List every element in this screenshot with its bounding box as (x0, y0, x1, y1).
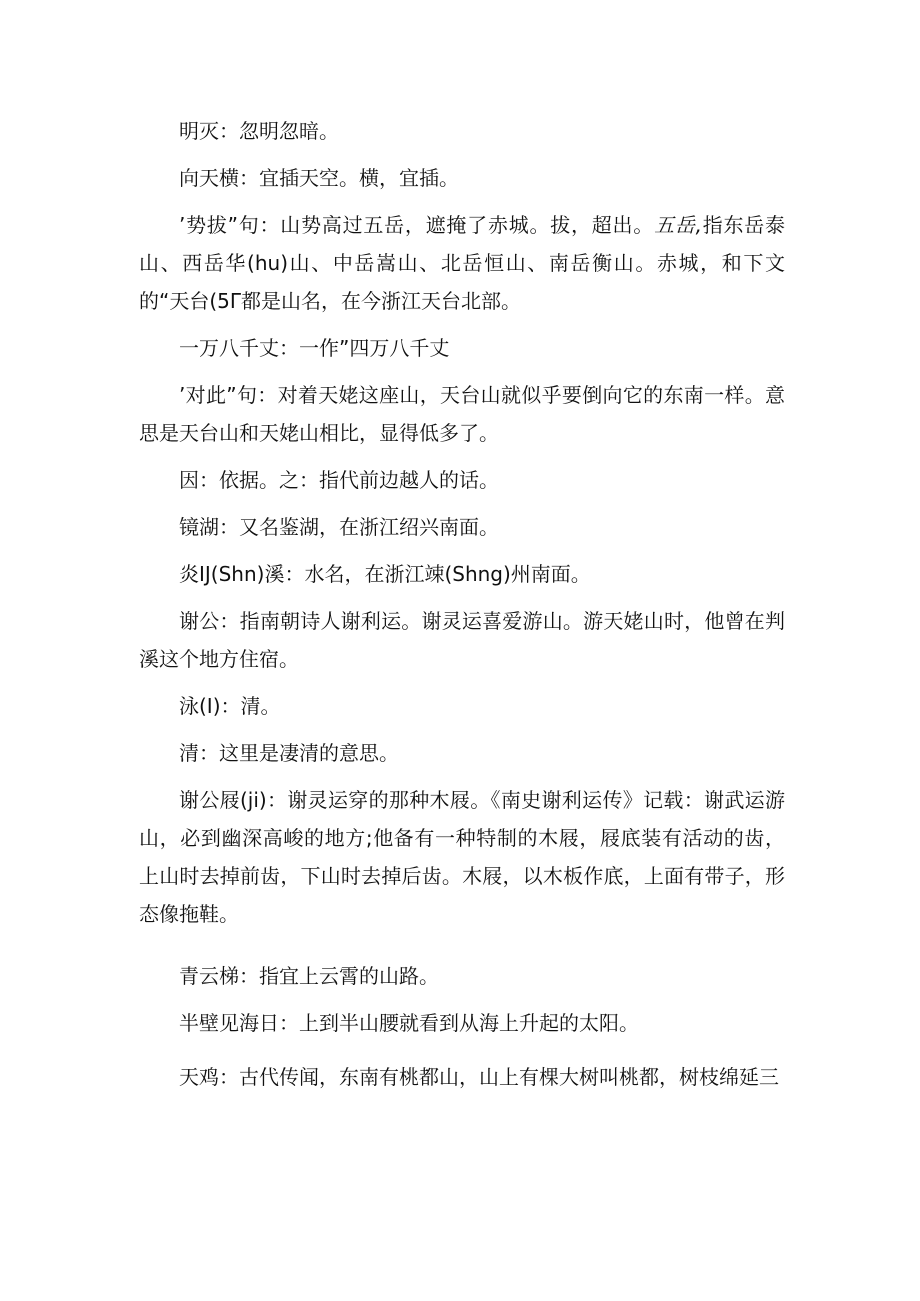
note-shiba-pre: ’势拔”句：山势高过五岳，遮掩了赤城。拔，超出。 (179, 213, 655, 237)
note-xiangtianheng: 向天横：宜插天空。横，宜插。 (179, 166, 459, 190)
spacer (139, 772, 785, 781)
spacer (139, 678, 785, 687)
spacer (139, 546, 785, 555)
note-yin: 因：依据。之：指代前边越人的话。 (179, 468, 499, 492)
spacer (139, 150, 785, 159)
note-jinghu: 镜湖：又名鉴湖，在浙江绍兴南面。 (179, 515, 499, 539)
note-shiba-em: 五岳, (654, 213, 702, 237)
note-qing: 清：这里是凄清的意思。 (179, 741, 399, 765)
note-yiwan: 一万八千丈：一作”四万八千丈 (179, 336, 450, 360)
spacer (139, 1042, 785, 1058)
spacer (139, 995, 785, 1004)
spacer (139, 725, 785, 734)
note-yong: 泳(I)：清。 (179, 694, 281, 718)
spacer (139, 593, 785, 602)
note-xiegongji: 谢公屐(ji)：谢灵运穿的那种木屐。《南史谢利运传》记载：谢武运游山，必到幽深高峻的地方;他备有一种特制的木屐，屐底装有活动的齿，上山时去掉前齿，下山时去掉后齿。木屐，以木板作底，上面有带子，形态像拖鞋。 (139, 788, 785, 926)
note-shiba-post: 指东岳泰山、西岳华(hu)山、中岳嵩山、北岳恒山、南岳衡山。赤城，和下文的“天台(5Γ都是山名，在今浙江天台北部。 (139, 213, 786, 313)
note-qingyunti: 青云梯：指宜上云霄的山路。 (179, 964, 439, 988)
spacer (139, 499, 785, 508)
note-duici: ’对此”句：对着天姥这座山，天台山就似乎要倒向它的东南一样。意思是天台山和天姥山相比，显得低多了。 (139, 383, 785, 445)
note-banbi: 半壁见海日：上到半山腰就看到从海上升起的太阳。 (179, 1011, 639, 1035)
spacer (139, 320, 785, 329)
spacer (139, 197, 785, 206)
note-tianji: 天鸡：古代传闻，东南有桃都山，山上有棵大树叫桃都，树枝绵延三 (179, 1065, 779, 1089)
spacer (139, 367, 785, 376)
note-minglie: 明灭：忽明忽暗。 (179, 119, 339, 143)
document-page (139, 112, 785, 1096)
note-xiegong: 谢公：指南朝诗人谢利运。谢灵运喜爱游山。游天姥山时，他曾在判溪这个地方住宿。 (139, 609, 785, 671)
spacer (139, 452, 785, 461)
note-yanxi: 炎IJ(Shn)溪：水名，在浙江竦(Shng)州南面。 (179, 562, 591, 586)
spacer (139, 933, 785, 957)
note-shiba (139, 206, 785, 320)
